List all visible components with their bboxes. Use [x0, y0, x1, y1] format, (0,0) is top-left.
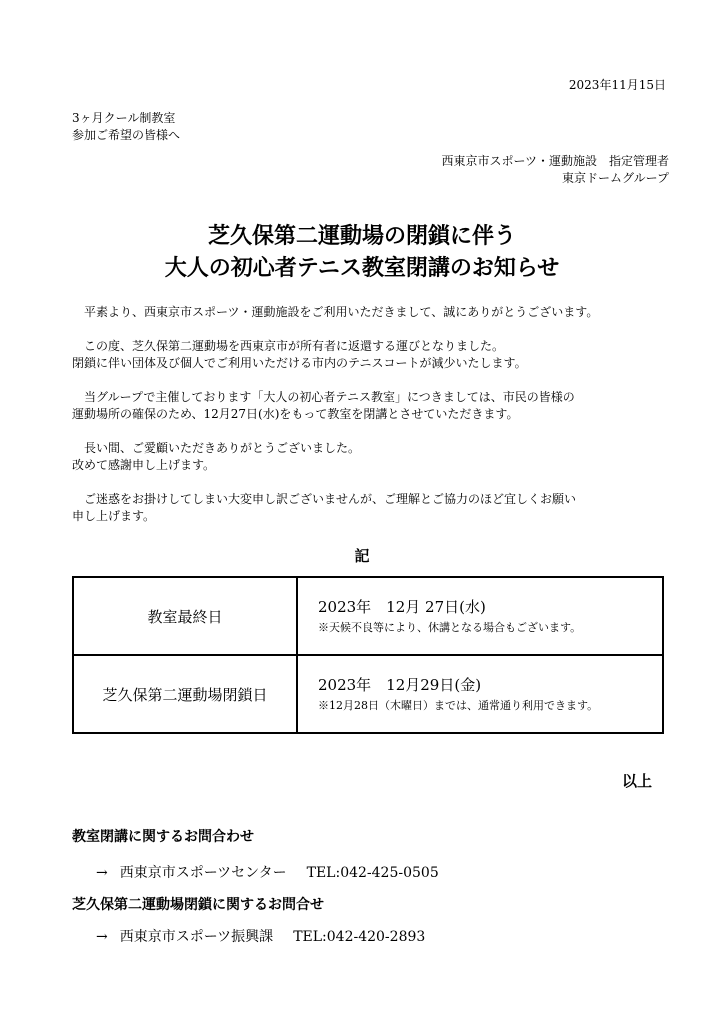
ki-heading: 記	[354, 547, 370, 565]
paragraph-3	[72, 389, 662, 423]
table-value: 2023年 12月 27日(水)	[318, 598, 486, 616]
table-value-cell	[297, 655, 663, 733]
paragraph-2	[72, 338, 662, 372]
contact-line-2	[96, 926, 425, 946]
contact-phone: TEL:042-420-2893	[293, 929, 426, 945]
paragraph-5-line-2: 申し上げます。	[72, 509, 156, 523]
paragraph-4-line-1: 長い間、ご愛顧いただきありがとうございました。	[84, 441, 361, 455]
title-line-2: 大人の初心者テニス教室閉講のお知らせ	[164, 255, 560, 281]
arrow-right-icon: →	[96, 865, 108, 881]
paragraph-1	[72, 304, 662, 321]
contact-phone: TEL:042-425-0505	[306, 865, 439, 881]
table-value-cell	[297, 577, 663, 655]
document-title	[0, 220, 724, 284]
recipient-line-2: 参加ご希望の皆様へ	[72, 128, 181, 142]
paragraph-3-line-1: 当グループで主催しております「大人の初心者テニス教室」につきましては、市民の皆様の	[84, 390, 575, 404]
recipient-block	[72, 110, 180, 144]
contact-heading-1: 教室閉講に関するお問合わせ	[72, 829, 254, 845]
table-note: ※天候不良等により、休講となる場合もございます。	[318, 621, 582, 634]
arrow-right-icon: →	[96, 929, 108, 945]
schedule-table	[72, 576, 664, 734]
paragraph-4	[72, 440, 662, 474]
paragraph-5-line-1: ご迷惑をお掛けしてしまい大変申し訳ございませんが、ご理解とご協力のほど宜しくお願い	[84, 492, 577, 506]
paragraph-5	[72, 491, 662, 525]
table-label-cell: 教室最終日	[73, 577, 297, 655]
table-label-cell: 芝久保第二運動場閉鎖日	[73, 655, 297, 733]
paragraph-2-line-1: この度、芝久保第二運動場を西東京市が所有者に返還する運びとなりました。	[84, 339, 505, 353]
ijo-closing: 以上	[621, 772, 652, 790]
table-value: 2023年 12月29日(金)	[318, 676, 482, 694]
contact-line-1	[96, 862, 439, 882]
sender-line-1: 西東京市スポーツ・運動施設 指定管理者	[441, 154, 669, 168]
paragraph-2-line-2: 閉鎖に伴い団体及び個人でご利用いただける市内のテニスコートが減少いたします。	[72, 356, 527, 370]
table-note: ※12月28日（木曜日）までは、通常通り利用できます。	[318, 699, 599, 712]
contact-heading-2: 芝久保第二運動場閉鎖に関するお問合せ	[72, 897, 324, 913]
sender-block	[441, 153, 669, 187]
paragraph-3-line-2: 運動場所の確保のため、12月27日(水)をもって教室を閉講とさせていただきます。	[72, 407, 519, 421]
recipient-line-1: 3ヶ月クール制教室	[72, 111, 176, 125]
title-line-1: 芝久保第二運動場の閉鎖に伴う	[207, 223, 516, 249]
contact-name: 西東京市スポーツ振興課	[119, 929, 274, 945]
contact-name: 西東京市スポーツセンター	[119, 865, 287, 881]
paragraph-1-text: 平素より、西東京市スポーツ・運動施設をご利用いただきまして、誠にありがとうございます。	[84, 305, 599, 319]
paragraph-4-line-2: 改めて感謝申し上げます。	[72, 458, 216, 472]
sender-line-2: 東京ドームグループ	[561, 171, 669, 185]
table-row	[73, 577, 663, 655]
table-row	[73, 655, 663, 733]
body-text	[72, 304, 662, 542]
document-date: 2023年11月15日	[568, 78, 666, 92]
